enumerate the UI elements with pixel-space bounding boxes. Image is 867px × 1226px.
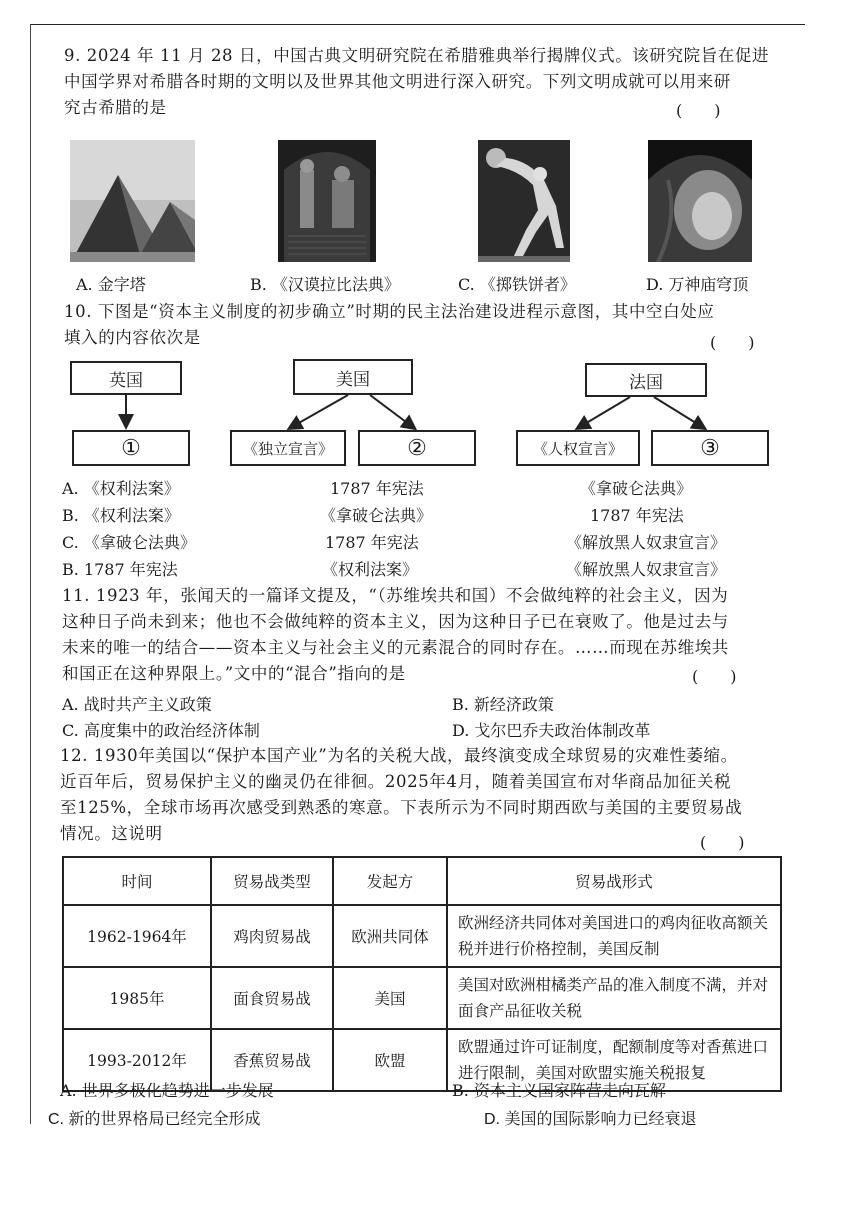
q10-option-b-col2: 《拿破仑法典》 [320,506,433,525]
table-cell-time: 1993-2012年 [63,1029,211,1091]
q11-stem-line-4: 和国正在这种界限上。”文中的“混合”指向的是 [62,664,406,683]
table-cell-form: 欧洲经济共同体对美国进口的鸡肉征收高额关税并进行价格控制，美国反制 [447,905,781,967]
table-header-initiator: 发起方 [333,857,447,905]
q12-answer-paren: ( ) [700,833,745,852]
q9-option-b: B. 《汉谟拉比法典》 [250,275,400,294]
diagram-blank-1: ① [72,430,190,466]
q12-option-a: A. 世界多极化趋势进一步发展 [60,1081,274,1100]
q10-stem-line-1: 10. 下图是“资本主义制度的初步确立”时期的民主法治建设进程示意图，其中空白处应 [64,302,715,321]
q10-option-d-col1: B. 1787 年宪法 [62,560,178,579]
q9-answer-paren: ( ) [676,101,721,120]
q10-option-c-col3: 《解放黑人奴隶宣言》 [566,533,727,552]
table-header-form: 贸易战形式 [447,857,781,905]
trade-war-table [62,856,782,1092]
q11-answer-paren: ( ) [692,667,737,686]
diagram-box-uk: 英国 [70,361,182,395]
diagram-blank-2: ② [358,430,476,466]
q9-option-c: C. 《掷铁饼者》 [458,275,576,294]
table-cell-time: 1985年 [63,967,211,1029]
q10-option-c-col1: C. 《拿破仑法典》 [62,533,196,552]
table-header-time: 时间 [63,857,211,905]
q10-diagram-arrows [0,0,867,480]
diagram-blank-3: ③ [651,430,769,466]
q12-stem-line-1: 12. 1930年美国以“保护本国产业”为名的关税大战，最终演变成全球贸易的灾难性萎缩。 [60,746,738,765]
q12-option-d: D. 美国的国际影响力已经衰退 [484,1111,697,1128]
q11-option-b: B. 新经济政策 [452,695,554,714]
q10-option-a-col3: 《拿破仑法典》 [580,479,693,498]
q10-answer-paren: ( ) [710,333,755,352]
diagram-box-fr: 法国 [585,363,707,397]
table-cell-type: 面食贸易战 [211,967,333,1029]
q10-option-c-col2: 1787 年宪法 [325,533,419,552]
q11-option-a: A. 战时共产主义政策 [62,695,212,714]
diagram-box-us: 美国 [293,359,413,395]
table-cell-initiator: 美国 [333,967,447,1029]
table-cell-initiator: 欧盟 [333,1029,447,1091]
table-cell-time: 1962-1964年 [63,905,211,967]
table-row [63,967,781,1029]
q11-stem-line-1: 11. 1923 年，张闻天的一篇译文提及，“（苏维埃共和国）不会做纯粹的社会主义，因为 [62,586,729,605]
diagram-box-rights-of-man: 《人权宣言》 [516,430,640,466]
table-cell-form: 欧盟通过许可证制度，配额制度等对香蕉进口进行限制，美国对欧盟实施关税报复 [447,1029,781,1091]
diagram-box-declaration-independence: 《独立宣言》 [230,430,346,466]
q9-option-d: D. 万神庙穹顶 [646,275,749,294]
q10-option-b-col1: B. 《权利法案》 [62,506,180,525]
table-cell-type: 香蕉贸易战 [211,1029,333,1091]
q9-stem-line-3: 究古希腊的是 [64,98,167,117]
q9-stem-line-2: 中国学界对希腊各时期的文明以及世界其他文明进行深入研究。下列文明成就可以用来研 [64,72,731,91]
q12-stem-line-4: 情况。这说明 [60,824,163,843]
q9-option-a: A. 金字塔 [76,275,146,294]
table-header-type: 贸易战类型 [211,857,333,905]
q11-stem-line-3: 未来的唯一的结合——资本主义与社会主义的元素混合的同时存在。……而现在苏维埃共 [62,638,729,657]
q12-stem-line-3: 至125%，全球市场再次感受到熟悉的寒意。下表所示为不同时期西欧与美国的主要贸易战 [60,798,743,817]
table-cell-form: 美国对欧洲柑橘类产品的准入制度不满，并对面食产品征收关税 [447,967,781,1029]
q10-stem-line-2: 填入的内容依次是 [64,328,201,347]
q10-option-a-col1: A. 《权利法案》 [62,479,180,498]
q11-option-c: C. 高度集中的政治经济体制 [62,721,260,740]
q11-option-d: D. 戈尔巴乔夫政治体制改革 [452,721,651,740]
q10-option-b-col3: 1787 年宪法 [590,506,684,525]
q9-stem-line-1: 9. 2024 年 11 月 28 日，中国古典文明研究院在希腊雅典举行揭牌仪式。该研究院旨在促进 [64,46,770,65]
table-row [63,905,781,967]
q10-option-d-col2: 《权利法案》 [322,560,419,579]
q10-option-d-col3: 《解放黑人奴隶宣言》 [566,560,727,579]
q12-option-c: C. 新的世界格局已经完全形成 [48,1111,261,1128]
q12-stem-line-2: 近百年后，贸易保护主义的幽灵仍在徘徊。2025年4月，随着美国宣布对华商品加征关税 [60,772,732,791]
table-cell-type: 鸡肉贸易战 [211,905,333,967]
table-header-row [63,857,781,905]
q11-stem-line-2: 这种日子尚未到来；他也不会做纯粹的资本主义，因为这种日子已在衰败了。他是过去与 [62,612,729,631]
q10-option-a-col2: 1787 年宪法 [330,479,424,498]
table-cell-initiator: 欧洲共同体 [333,905,447,967]
q12-option-b: B. 资本主义国家阵营走向瓦解 [452,1081,666,1100]
